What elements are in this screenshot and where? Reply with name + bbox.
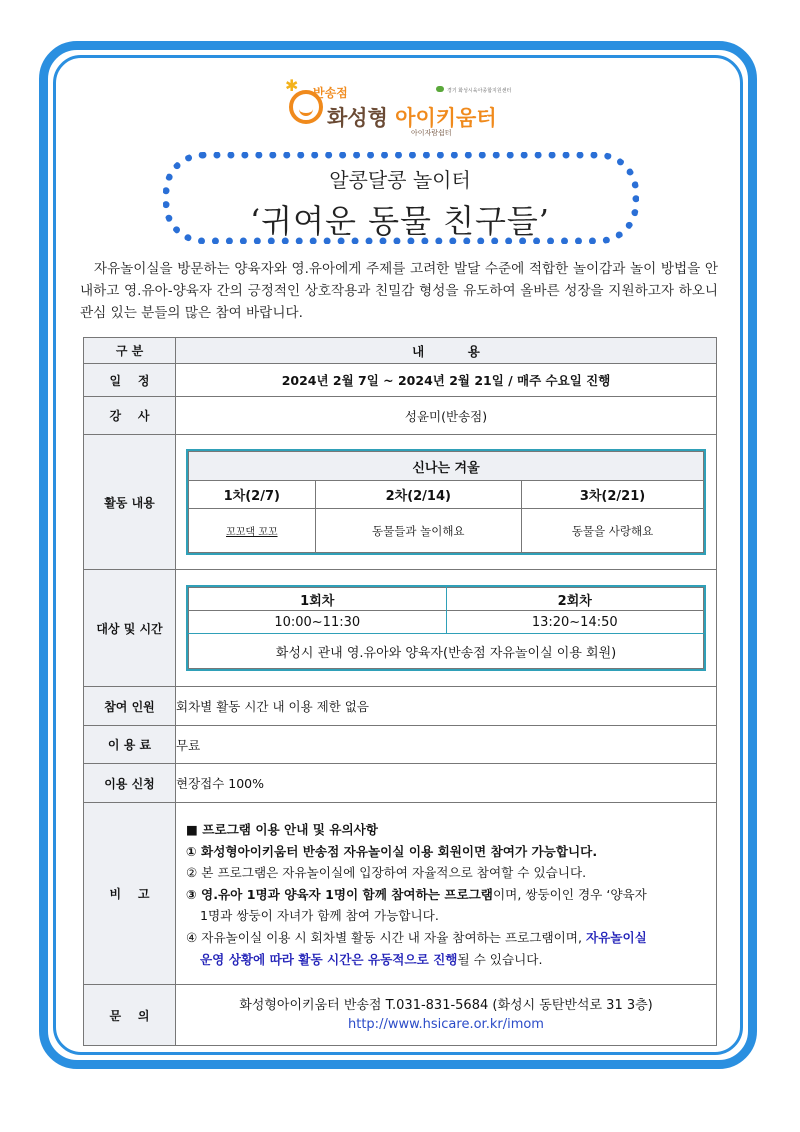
target-label: 대상 및 시간	[84, 570, 176, 687]
capacity-row	[84, 687, 717, 726]
program-table	[83, 337, 717, 1046]
target-row	[84, 570, 717, 687]
time-range: 13:20~14:50	[446, 611, 704, 634]
fee-row	[84, 726, 717, 764]
session-round: 2차(2/14)	[315, 481, 521, 509]
remark-item-continued	[186, 949, 706, 971]
remark-highlight: 자유놀이실	[585, 929, 647, 945]
activity-theme: 신나는 겨울	[189, 452, 704, 481]
intro-paragraph	[80, 258, 718, 324]
logo-name-prefix: 화성형	[327, 106, 396, 130]
activity-row	[84, 435, 717, 570]
logo-tagline: 아이자람쉼터	[411, 129, 452, 137]
fee-value: 무료	[176, 726, 717, 764]
capacity-value: 회차별 활동 시간 내 이용 제한 없음	[176, 687, 717, 726]
program-title: 알콩달콩 놀이터	[329, 168, 471, 192]
logo	[285, 78, 525, 138]
session-content: 동물들과 놀이해요	[315, 509, 521, 553]
remark-item: ② 본 프로그램은 자유놀이실에 입장하여 자율적으로 참여할 수 있습니다.	[186, 865, 587, 881]
intro-text: 자유놀이실을 방문하는 양육자와 영.유아에게 주제를 고려한 발달 수준에 적합한 놀이감과 놀이 방법을 안내하고 영.유아-양육자 간의 긍정적인 상호작용과 친밀감 형성을 유도하여 올바른 성장을 지원하고자 하오니 관심 있는 분들의 많은 참여 바랍니다.	[80, 261, 719, 321]
target-audience: 화성시 관내 영.유아와 양육자(반송점 자유놀이실 이용 회원)	[189, 634, 704, 669]
logo-branch: 반송점	[313, 86, 348, 100]
logo-org: 경기 화성시육아종합지원센터	[447, 88, 512, 94]
time-range: 10:00~11:30	[189, 611, 447, 634]
session-content: 동물을 사랑해요	[522, 509, 704, 553]
time-round: 2회차	[446, 588, 704, 611]
target-cell	[176, 570, 717, 687]
header-label: 구 분	[84, 338, 176, 364]
activity-box	[186, 449, 706, 555]
contact-row	[84, 985, 717, 1046]
remark-emphasis: ③ 영.유아 1명과 양육자 1명이 함께 참여하는 프로그램	[186, 886, 493, 902]
apply-label: 이용 신청	[84, 764, 176, 803]
instructor-row	[84, 397, 717, 435]
contact-cell	[176, 985, 717, 1046]
remarks-row	[84, 803, 717, 985]
contact-line: 화성형아이키움터 반송점 T.031-831-5684 (화성시 동탄반석로 31 3층)	[239, 998, 653, 1014]
schedule-row	[84, 364, 717, 397]
remark-item	[186, 884, 706, 906]
remark-item	[186, 927, 706, 949]
website-link[interactable]: http://www.hsicare.or.kr/imom	[348, 1017, 544, 1033]
capacity-label: 참여 인원	[84, 687, 176, 726]
remarks-notes	[176, 803, 716, 984]
session-content: 꼬꼬댁 꼬꼬	[189, 509, 316, 553]
remarks-heading: ■ 프로그램 이용 안내 및 유의사항	[186, 822, 378, 837]
fee-label: 이 용 료	[84, 726, 176, 764]
remarks-label: 비 고	[84, 803, 176, 985]
remark-highlight: 운영 상황에 따라 활동 시간은 유동적으로 진행	[200, 951, 458, 967]
remark-text: 될 수 있습니다.	[457, 951, 543, 967]
contact-label: 문 의	[84, 985, 176, 1046]
target-box	[186, 585, 706, 671]
apply-value: 현장접수 100%	[176, 764, 717, 803]
time-round: 1회차	[189, 588, 447, 611]
remark-text: ④ 자유놀이실 이용 시 회차별 활동 시간 내 자율 참여하는 프로그램이며,	[186, 929, 586, 945]
remark-item: ① 화성형아이키움터 반송점 자유놀이실 이용 회원이면 참여가 가능합니다.	[186, 843, 598, 859]
schedule-value: 2024년 2월 7일 ~ 2024년 2월 21일 / 매주 수요일 진행	[176, 364, 717, 397]
remark-text: 이며, 쌍둥이인 경우 ‘양육자	[492, 886, 647, 902]
program-subtitle: ‘귀여운 동물 친구들’	[250, 202, 550, 240]
activity-label: 활동 내용	[84, 435, 176, 570]
session-round: 3차(2/21)	[522, 481, 704, 509]
contact-info	[176, 988, 716, 1042]
instructor-label: 강 사	[84, 397, 176, 435]
org-mark-icon	[436, 86, 444, 92]
star-icon: ✱	[285, 76, 299, 95]
instructor-value: 성윤미(반송점)	[176, 397, 717, 435]
remarks-cell	[176, 803, 717, 985]
table-header-row	[84, 338, 717, 364]
session-round: 1차(2/7)	[189, 481, 316, 509]
logo-name-accent: 아이키움터	[395, 106, 497, 130]
apply-row	[84, 764, 717, 803]
remark-item-continued: 1명과 쌍둥이 자녀가 함께 참여 가능합니다.	[200, 908, 439, 924]
schedule-label: 일 정	[84, 364, 176, 397]
activity-cell	[176, 435, 717, 570]
header-value: 내 용	[176, 338, 717, 364]
